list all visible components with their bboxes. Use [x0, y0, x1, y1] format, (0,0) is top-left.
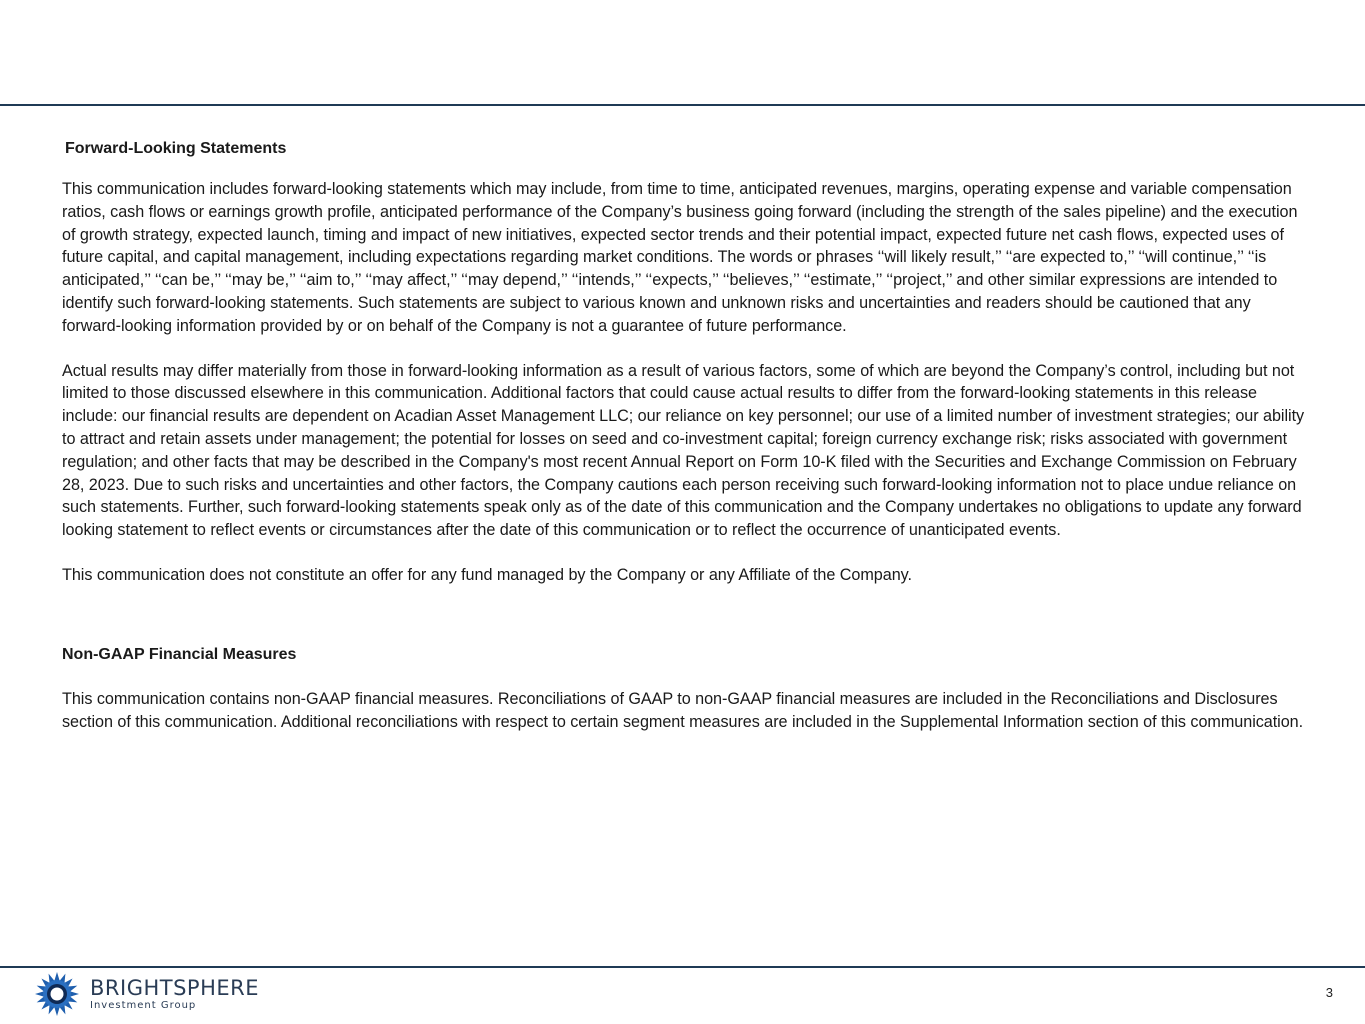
sunburst-logo-icon [34, 971, 80, 1017]
paragraph: This communication contains non-GAAP financial measures. Reconciliations of GAAP to non-GAAP financial measures are included in the Reconciliations and Disclosures section of this communication. Additional reconciliations with respect to certain segment measures are included in the Supplemental Information section of this communication. [62, 689, 1304, 731]
logo-subtitle: Investment Group [90, 1000, 197, 1011]
paragraph: This communication includes forward-looking statements which may include, from time to time, anticipated revenues, margins, operating expense and variable compensation ratios, cash flows or earnings growth profile, anticipated performance of the Company’s business going forward (including the strength of the sales pipeline) and the execution of growth strategy, expected launch, timing and impact of new initiatives, expected sector trends and their potential impact, expected future net cash flows, expected uses of future capital, and capital management, including expectations regarding market conditions. The words or phrases ‘‘will likely result,’’ ‘‘are expected to,’’ ‘‘will continue,’’ ‘‘is anticipated,’’ ‘‘can be,’’ ‘‘may be,’’ ‘‘aim to,’’ ‘‘may affect,’’ ‘‘may depend,’’ ‘‘intends,’’ ‘‘expects,’’ ‘‘believes,’’ ‘‘estimate,’’ ‘‘project,’’ and other similar expressions are intended to identify such forward-looking statements. Such statements are subject to various known and unknown risks and uncertainties and readers should be cautioned that any forward-looking information provided by or on behalf of the Company is not a guarantee of future performance. [62, 180, 1298, 335]
page-number: 3 [1325, 985, 1333, 1000]
page-content [62, 138, 1307, 733]
paragraph: Actual results may differ materially from those in forward-looking information as a result of various factors, some of which are beyond the Company’s control, including but not limited to those discussed elsewhere in this communication. Additional factors that could cause actual results to differ from the forward-looking statements in this release include: our financial results are dependent on Acadian Asset Management LLC; our reliance on key personnel; our use of a limited number of investment strategies; our ability to attract and retain assets under management; the potential for losses on seed and co-investment capital; foreign currency exchange risk; risks associated with government regulation; and other facts that may be described in the Company's most recent Annual Report on Form 10-K filed with the Securities and Exchange Commission on February 28, 2023. Due to such risks and uncertainties and other factors, the Company cautions each person receiving such forward-looking information not to place undue reliance on such statements. Further, such forward-looking statements speak only as of the date of this communication and the Company undertakes no obligations to update any forward looking statement to reflect events or circumstances after the date of this communication or to reflect the occurrence of unanticipated events. [62, 361, 1305, 540]
header-divider [0, 104, 1365, 106]
section-title-non-gaap: Non-GAAP Financial Measures [62, 645, 297, 663]
paragraph: This communication does not constitute an offer for any fund managed by the Company or any Affiliate of the Company. [62, 565, 912, 584]
company-logo [34, 970, 259, 1018]
section-title-forward-looking: Forward-Looking Statements [65, 140, 287, 157]
logo-wordmark: BRIGHTSPHERE [90, 976, 259, 1000]
footer-divider [0, 966, 1365, 968]
